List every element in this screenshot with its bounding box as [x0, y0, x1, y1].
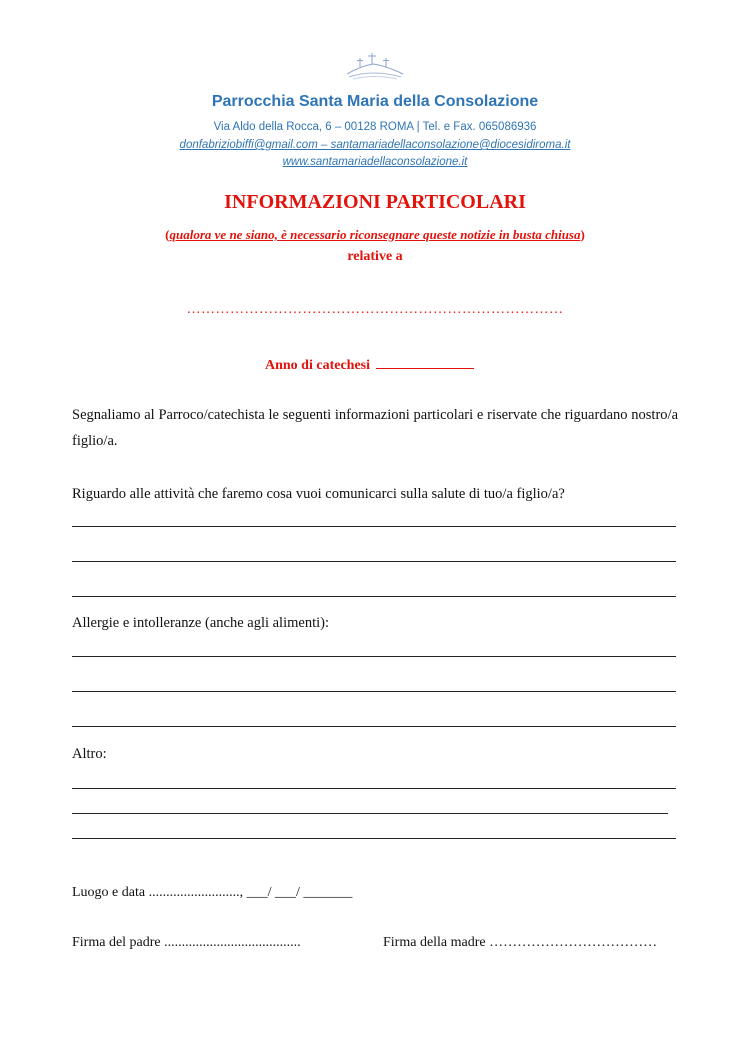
father-signature-field[interactable]: Firma del padre .......................................: [72, 935, 301, 950]
intro-paragraph: Segnaliamo al Parroco/catechista le seguenti informazioni particolari e riservate che riguardano nostro/a figlio/a.: [72, 407, 678, 449]
other-answer-line[interactable]: [72, 838, 676, 839]
child-name-field[interactable]: ……………………………………………………………………: [186, 302, 564, 317]
email-links[interactable]: donfabriziobiffi@gmail.com – santamariadellaconsolazione@diocesidiroma.it: [179, 139, 571, 151]
catechesis-year: [265, 356, 474, 374]
parish-name: Parrocchia Santa Maria della Consolazione: [211, 93, 539, 110]
health-answer-line[interactable]: [72, 596, 676, 597]
note-close-paren: ): [580, 227, 585, 242]
health-answer-line[interactable]: [72, 526, 676, 527]
church-cross-logo-icon: [343, 50, 407, 82]
page-title: INFORMAZIONI PARTICOLARI: [224, 191, 526, 213]
note-open-paren: (: [165, 227, 170, 242]
note-text: qualora ve ne siano, è necessario riconsegnare queste notizie in busta chiusa: [169, 227, 581, 242]
allergies-answer-line[interactable]: [72, 726, 676, 727]
relative-label: relative a: [347, 249, 403, 264]
website-link[interactable]: www.santamariadellaconsolazione.it: [282, 156, 468, 168]
allergies-answer-line[interactable]: [72, 691, 676, 692]
year-field[interactable]: [376, 356, 474, 369]
allergies-label: Allergie e intolleranze (anche agli alimenti):: [72, 615, 329, 631]
other-label: Altro:: [72, 746, 107, 762]
other-answer-line[interactable]: [72, 788, 676, 789]
confidentiality-note: [0, 227, 750, 243]
health-question: Riguardo alle attività che faremo cosa vuoi comunicarci sulla salute di tuo/a figlio/a?: [72, 486, 565, 502]
place-date-field[interactable]: Luogo e data .........................., ___/ ___/ _______: [72, 885, 353, 900]
health-answer-line[interactable]: [72, 561, 676, 562]
allergies-answer-line[interactable]: [72, 656, 676, 657]
other-answer-line[interactable]: [72, 813, 668, 814]
mother-signature-field[interactable]: Firma della madre ………………………………: [383, 935, 658, 950]
parish-address: Via Aldo della Rocca, 6 – 00128 ROMA | Tel. e Fax. 065086936: [213, 121, 537, 133]
year-label: Anno di catechesi: [265, 358, 370, 373]
